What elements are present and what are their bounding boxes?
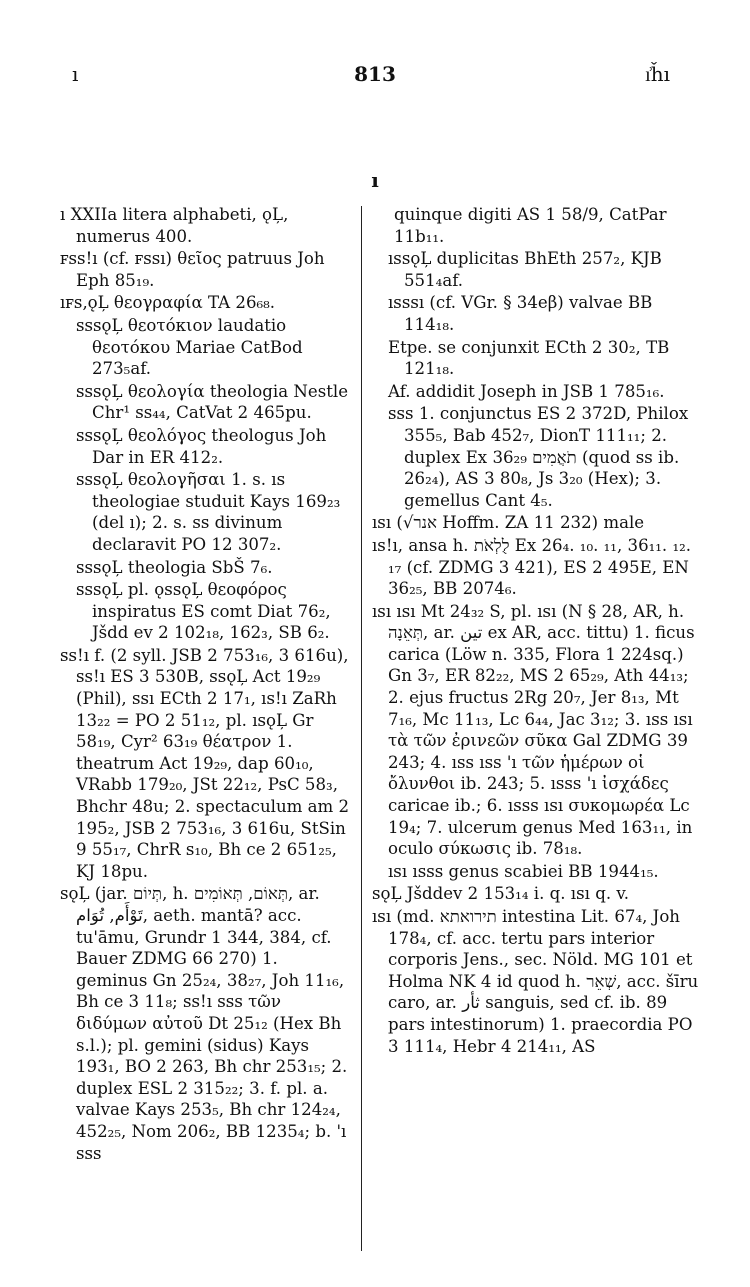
subentry: ꜱꜱꜱǫĻ theologia SbŠ 7₆. — [76, 557, 273, 577]
subentry: ꜱꜱꜱǫĻ θεοτόκιον laudatio θεοτόκου Mariae CatBod 273₅af. — [76, 315, 303, 379]
subentry: Etpe. se conjunxit ECth 2 30₂, TB 121₁₈. — [388, 337, 670, 379]
subentry: ꜱꜱꜱǫĻ θεολογῆσαι 1. s. ıꜱ theologiae studuit Kays 169₂₃ (del ı); 2. s. ꜱꜱ divinum declaravit PO 12 307₂. — [76, 470, 341, 554]
entry: ꜱꜱ!ı f. (2 syll. JSB 2 753₁₆, 3 616u), ꜱꜱ!ı ES 3 530B, ꜱꜱǫĻ Act 19₂₉ (Phil), ꜱꜱı ECth 2 17₁, ıꜱ!ı ZaRh 13₂₂ = PO 2 51₁₂, pl. ıꜱǫĻ Gr 58₁₉, Cyr² 63₁₉ θέατρον 1. theatrum Act 19₂₉, dap 60₁₀, VRabb 179₂₀, JSt 22₁₂, PsC 58₃, Bhchr 48u; 2. spectaculum am 2 195₂, JSB 2 753₁₆, 3 616u, StSin 9 55₁₇, ChrR ꜱ₁₀, Bh ce 2 651₂₅, KJ 18pu. — [60, 645, 350, 881]
header-right-word: ı͗ȟı — [645, 62, 670, 86]
entry: ı XXIIa litera alphabeti, ǫĻ, numerus 400. — [60, 205, 289, 246]
subentry: ıꜱı ıꜱꜱꜱ genus scabiei BB 1944₁₅. — [388, 861, 659, 881]
section-letter: ı — [371, 168, 379, 192]
subentry: Af. addidit Joseph in JSB 1 785₁₆. — [388, 381, 665, 401]
subentry: ıꜱꜱǫĻ duplicitas BhEth 257₂, KJB 551₄af. — [388, 249, 662, 290]
entry: ꜰꜱꜱ!ı (cf. ꜰꜱꜱı) θεῖος patruus Joh Eph 85₁₉. — [60, 249, 325, 290]
header-left-letter: ı — [72, 62, 79, 86]
entry: ıꜱı (√אנר Hoffm. ZA 11 232) male — [372, 513, 645, 533]
entry: ıꜱı (md. תירואתא intestina Lit. 67₄, Joh 178₄, cf. acc. tertu pars interior corporis Jens., sec. Nöld. MG 101 et Holma NK 4 id quod h. שְׁאֵר, acc. šīru caro, ar. ثأر sanguis, sed cf. ib. 89 pars intestinorum) 1. praecordia PO 3 111₄, Hebr 4 214₁₁, AS — [372, 907, 699, 1056]
subentry: ꜱꜱꜱǫĻ θεολόγος theologus Joh Dar in ER 412₂. — [76, 425, 327, 467]
subentry: ıꜱꜱꜱı (cf. VGr. § 34eβ) valvae BB 114₁₈. — [388, 293, 653, 334]
subentry: ꜱꜱꜱǫĻ pl. ǫꜱꜱǫĻ θεοφόρος inspiratus ES comt Diat 76₂, Jšdd ev 2 102₁₈, 162₃, SB 6₂. — [76, 580, 331, 643]
entry: ıꜱ!ı, ansa h. לֻלְאֹת Ex 26₄. ₁₀. ₁₁, 36₁₁. ₁₂. ₁₇ (cf. ZDMG 3 421), ES 2 495E, EN 36₂₅, BB 2074₆. — [372, 535, 692, 599]
subentry: ꜱꜱꜱ 1. conjunctus ES 2 372D, Philox 355₅, Bab 452₇, DionT 111₁₁; 2. duplex Ex 36₂₉ תֹאֲמִים (quod ꜱꜱ ib. 26₂₄), AS 3 80₈, Js 3₂₀ (Hex); 3. gemellus Cant 4₅. — [388, 404, 689, 510]
entry: ꜱǫĻ Jšddev 2 153₁₄ i. q. ıꜱı q. v. — [372, 884, 630, 904]
entry: ıꜱı ıꜱı Mt 24₃₂ S, pl. ıꜱı (N § 28, AR, h. תְּאֵנָה, ar. تين ex AR, acc. tittu) 1. ficus carica (Löw n. 335, Flora 1 224sq.) Gn 3₇, ER 82₂₂, MS 2 65₂₉, Ath 44₁₃; 2. ejus fructus 2Rg 20₇, Jer 8₁₃, Mt 7₁₆, Mc 11₁₃, Lc 6₄₄, Jac 3₁₂; 3. ıꜱꜱ ıꜱı τὰ τῶν ἐρινεῶν σῦκα Gal ZDMG 39 243; 4. ıꜱꜱ ıꜱꜱ 'ı τῶν ἡμέρων οἱ ὄλυνθοι ib. 243; 5. ıꜱꜱꜱ 'ı ἰσχάδες caricae ib.; 6. ıꜱꜱꜱ ıꜱı συκομωρέα Lc 19₄; 7. ulcerum genus Med 163₁₁, in oculo σύκωσις ib. 78₁₈. — [372, 601, 695, 859]
page-header — [60, 62, 690, 92]
subentry: ꜱꜱꜱǫĻ θεολογία theologia Nestle Chr¹ ꜱꜱ₄₄, CatVat 2 465pu. — [76, 381, 349, 423]
column-divider — [361, 206, 362, 1251]
entry: ıꜰꜱ‚ǫĻ θεογραφία TA 26₆₈. — [60, 293, 276, 313]
left-column — [60, 204, 352, 1165]
right-column — [372, 204, 702, 1058]
entry-continuation: quinque digiti AS 1 58/9, CatPar 11b₁₁. — [394, 205, 667, 246]
entry: ꜱǫĻ (jar. תְּיוֹם, h. תְּאוֹם, תְּאוֹמִים, ar. تَوْأَم, تُوَام, aeth. mantā? acc. tu'āmu, Grundr 1 344, 384, cf. Bauer ZDMG 66 270) 1. geminus Gn 25₂₄, 38₂₇, Joh 11₁₆, Bh ce 3 11₈; ꜱꜱ!ı ꜱꜱꜱ τῶν διδύμων αὐτοῦ Dt 25₁₂ (Hex Bh s.l.); pl. gemini (sidus) Kays 193₁, BO 2 263, Bh chr 253₁₅; 2. duplex ESL 2 315₂₂; 3. f. pl. a. valvae Kays 253₅, Bh chr 124₂₄, 452₂₅, Nom 206₂, BB 1235₄; b. 'ı ꜱꜱꜱ — [60, 884, 348, 1163]
page-number: 813 — [354, 62, 396, 86]
